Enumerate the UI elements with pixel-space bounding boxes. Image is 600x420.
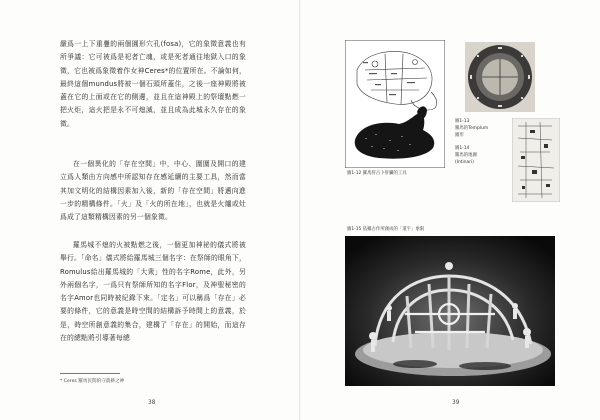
caption-1-14-line: (Intinari) [455, 160, 474, 165]
caption-1-14-line: 羅馬的地圖 [455, 153, 477, 158]
figure-templum [465, 42, 535, 112]
caption-figure-1-13 [455, 118, 488, 139]
caption-figure-1-15: 圖1-15 依據古作所創成的「道宇」象限 [347, 227, 425, 232]
figure-sculpture-photo [345, 236, 555, 386]
caption-1-13-line: 圖形 [455, 133, 464, 138]
caption-1-13-line: 圖1-13 [455, 119, 470, 124]
caption-1-13-line: 羅馬的Templum [455, 126, 489, 131]
footnote: * Ceres 羅馬民間的守農耕之神 [60, 379, 125, 384]
right-page [300, 0, 600, 420]
figure-roman-map [512, 118, 560, 202]
paragraph-mundus: 嚴爲一上下重疊的兩個圓形穴孔(fosa)，它的象徵意義也有所爭議：它可被爲是祀者亡魂，或是死者通往地獄入口的象徵，它也被爲象徵着作女神Ceres*的位置所在。不論如何，最終這個mundus將被一個石頭所蓋住，之後一座神殿將被蓋在它的上面或在它的側邊，並且在這神殿上的祭壇點燃一把火炬，這火把是永不可熄滅，並且成為此城永久存在的象徵。 [60, 40, 246, 128]
paragraph-naming-ritual: 羅馬城不熄的火被點燃之後，一個更加神祕的儀式將被舉行。「命名」儀式將給羅馬城三個名字：在祭師的眼角下，Romulus給出羅馬城的「大衆」性的名字Rome，此外，另外兩個名字，一爲只有祭師所知的名字Flor，及神聖秘密的名字Amor也同時被紀錄下來。「定名」可以稱爲「存在」必要的條件，它的意義是時空間的結構訴予時間上的意義，於是，時空所創意義的集合，建構了「存在」的開始，而這存在的總點將引導著每總 [60, 241, 246, 343]
page-number-left: 38 [148, 400, 156, 406]
page-number-right: 39 [452, 400, 460, 406]
caption-figure-1-14 [455, 145, 477, 166]
caption-1-14-line: 圖1-14 [455, 146, 470, 151]
figure-liver-diagram [345, 40, 445, 168]
paragraph-existential-space: 在一個異化的「存在空間」中，中心、圍圍及開口的建立爲人類由方向感中所認知存在感延續的主要工具，然而當其加文明化的結構因素加入後，新的「存在空間」將邁向進一步的精構條件。「火」及「火的所在地」，也就是火爐或灶爲成了這類精構因素的另一個象徵。 [60, 160, 246, 222]
footnote-divider [60, 373, 120, 374]
caption-figure-1-12: 圖1-12 羅馬肝占卜肝臟的工具 [347, 171, 407, 176]
